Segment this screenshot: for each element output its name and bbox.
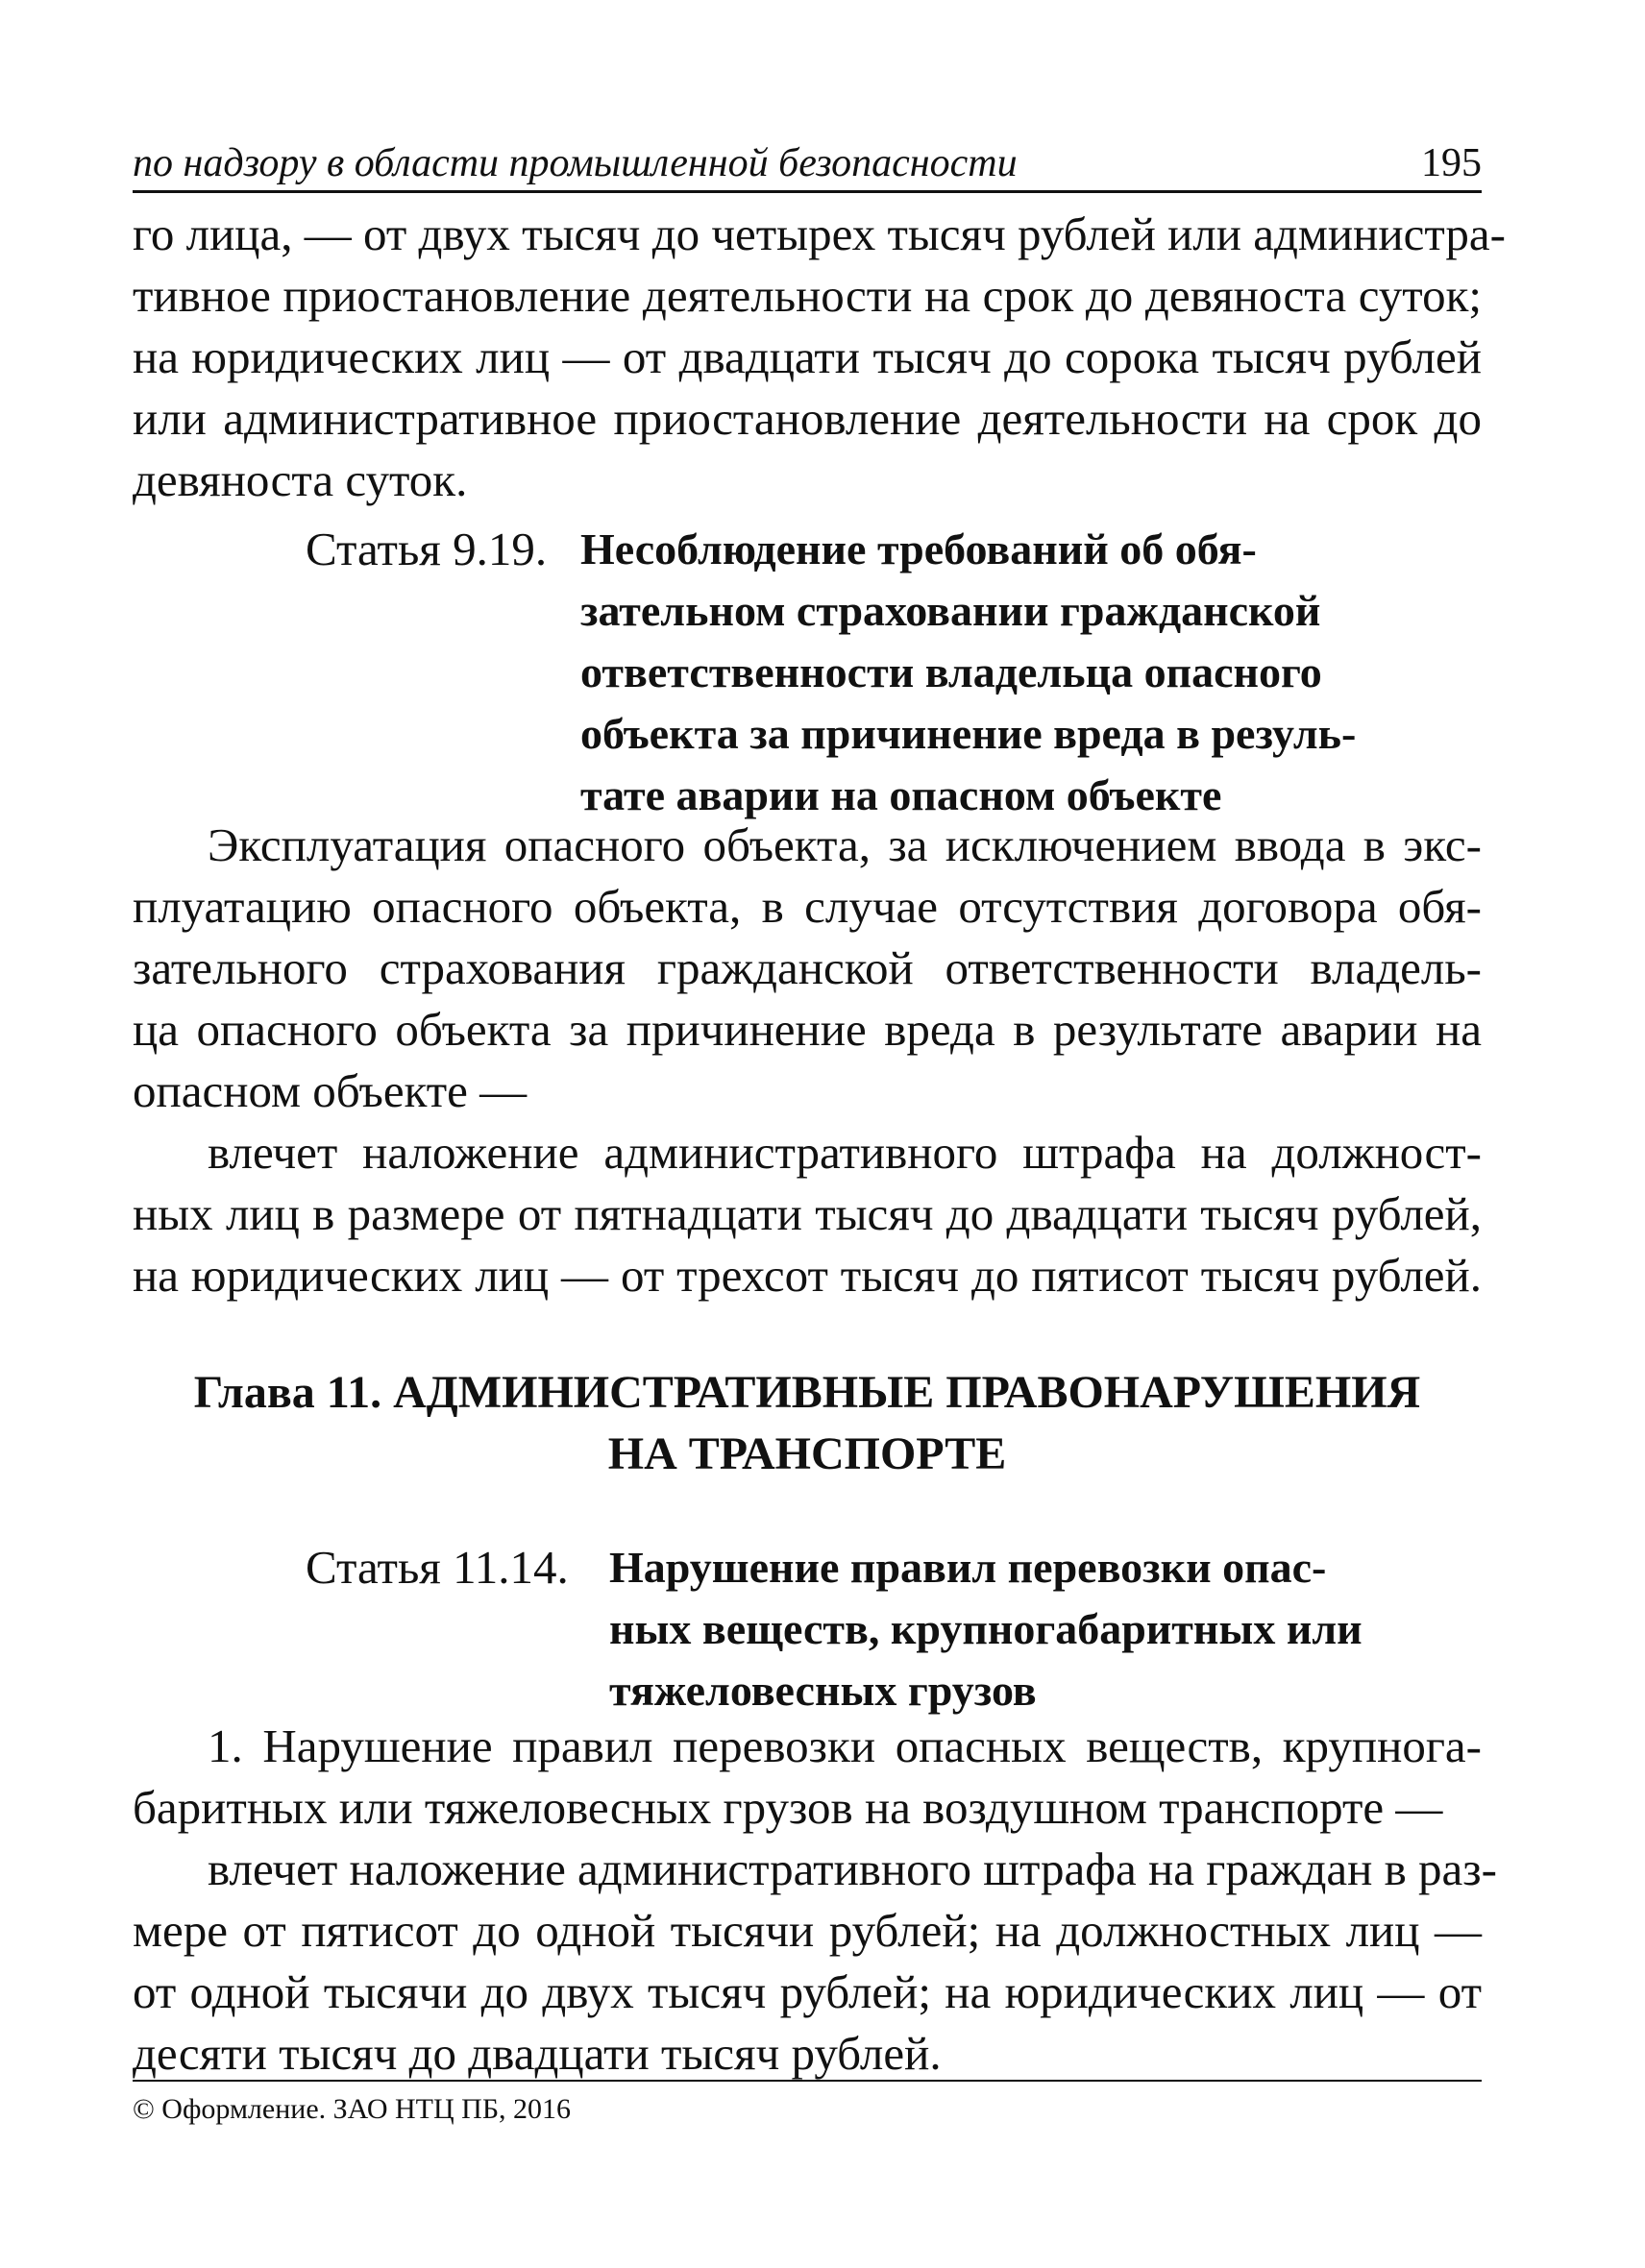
article-title bbox=[580, 519, 1356, 826]
footer-copyright: © Оформление. ЗАО НТЦ ПБ, 2016 bbox=[133, 2093, 572, 2125]
article-11-14-body bbox=[133, 1716, 1482, 1839]
text-line: девяноста суток. bbox=[133, 453, 468, 506]
text-line: ных лиц в размере от пятнадцати тысяч до двадцати тысяч рублей, bbox=[133, 1187, 1482, 1240]
article-9-19-body bbox=[133, 815, 1482, 1122]
running-title: по надзору в области промышленной безопасности bbox=[133, 141, 1018, 185]
paragraph-continuation bbox=[133, 204, 1506, 511]
text-line: от одной тысячи до двух тысяч рублей; на юридических лиц — от bbox=[133, 1965, 1482, 2018]
chapter-11-heading bbox=[133, 1362, 1482, 1485]
text-line: опасном объекте — bbox=[133, 1064, 528, 1117]
title-line: ных веществ, крупногабаритных или bbox=[609, 1604, 1363, 1653]
title-line: зательном страховании гражданской bbox=[580, 586, 1321, 635]
page-number: 195 bbox=[1421, 141, 1482, 185]
title-line: Несоблюдение требований об обя- bbox=[580, 524, 1257, 573]
title-line: объекта за причинение вреда в резуль- bbox=[580, 709, 1357, 758]
text-line: Эксплуатация опасного объекта, за исключением ввода в экс- bbox=[208, 818, 1482, 871]
title-line: ответственности владельца опасного bbox=[580, 647, 1322, 696]
article-9-19-heading bbox=[0, 519, 1645, 836]
text-line: десяти тысяч до двадцати тысяч рублей. bbox=[133, 2027, 942, 2080]
article-label: Статья 9.19. bbox=[306, 523, 548, 575]
chapter-line: НА ТРАНСПОРТЕ bbox=[607, 1428, 1007, 1479]
text-line: мере от пятисот до одной тысячи рублей; на должностных лиц — bbox=[133, 1904, 1482, 1957]
text-line: на юридических лиц — от трехсот тысяч до пятисот тысяч рублей. bbox=[133, 1249, 1482, 1302]
text-line: 1. Нарушение правил перевозки опасных веществ, крупнога- bbox=[208, 1719, 1482, 1772]
chapter-line: Глава 11. АДМИНИСТРАТИВНЫЕ ПРАВОНАРУШЕНИЯ bbox=[193, 1367, 1421, 1418]
article-9-19-penalty bbox=[133, 1122, 1482, 1306]
text-line: баритных или тяжеловесных грузов на воздушном транспорте — bbox=[133, 1781, 1443, 1834]
article-label: Статья 11.14. bbox=[306, 1541, 569, 1594]
text-line: влечет наложение административного штрафа на граждан в раз- bbox=[208, 1842, 1497, 1895]
text-line: зательного страхования гражданской ответственности владель- bbox=[133, 941, 1482, 994]
title-line: тяжеловесных грузов bbox=[609, 1666, 1037, 1715]
running-header bbox=[133, 134, 1482, 193]
title-line: тате аварии на опасном объекте bbox=[580, 770, 1222, 819]
text-line: тивное приостановление деятельности на срок до девяноста суток; bbox=[133, 269, 1482, 322]
text-line: влечет наложение административного штрафа на должност- bbox=[208, 1126, 1482, 1179]
text-line: или административное приостановление деятельности на срок до bbox=[133, 392, 1482, 445]
article-11-14-penalty bbox=[133, 1839, 1497, 2085]
article-title bbox=[609, 1537, 1363, 1721]
text-line: на юридических лиц — от двадцати тысяч до сорока тысяч рублей bbox=[133, 330, 1482, 383]
title-line: Нарушение правил перевозки опас- bbox=[609, 1543, 1327, 1592]
text-line: плуатацию опасного объекта, в случае отсутствия договора обя- bbox=[133, 880, 1482, 933]
article-11-14-heading bbox=[0, 1537, 1645, 1729]
footer-divider bbox=[133, 2080, 1482, 2082]
text-line: ца опасного объекта за причинение вреда в результате аварии на bbox=[133, 1003, 1482, 1056]
text-line: го лица, — от двух тысяч до четырех тысяч рублей или администра- bbox=[133, 207, 1506, 260]
